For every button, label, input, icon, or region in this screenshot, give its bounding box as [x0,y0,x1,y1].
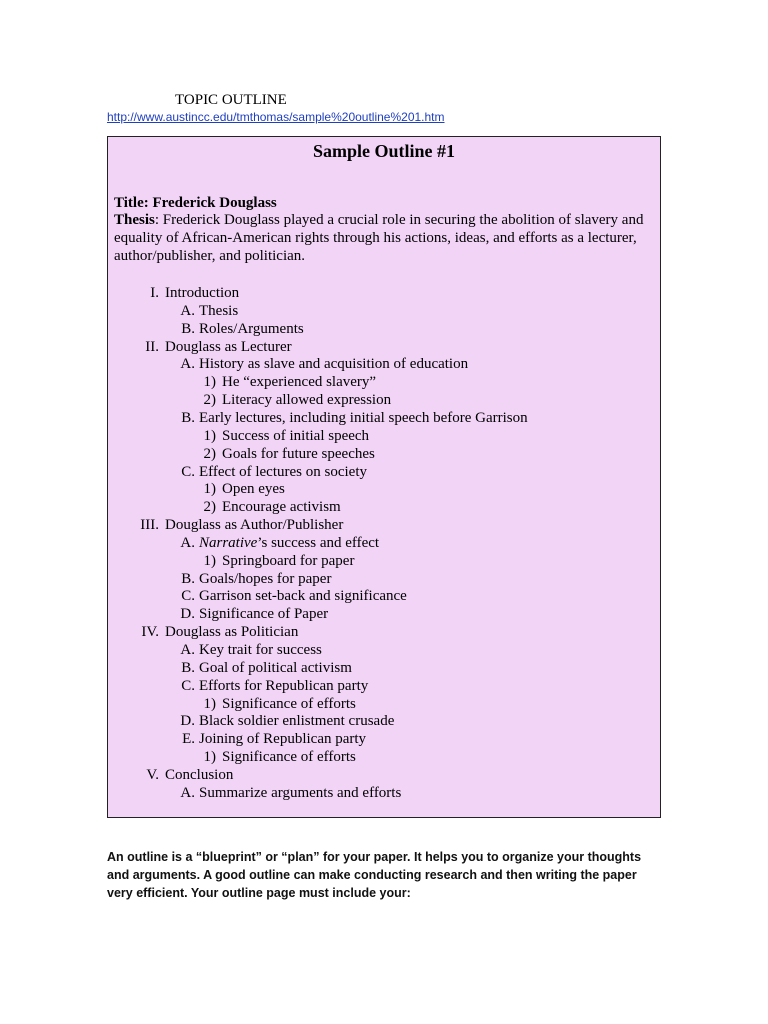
outline-item-number: III. [140,517,159,534]
outline-item-number: D. [180,713,195,730]
outline-item-text: Summarize arguments and efforts [199,784,402,801]
outline-item-text: Goal of political activism [199,659,352,676]
outline-item-level-3 [203,480,285,498]
outline-item-level-2 [181,409,528,427]
outline-item-level-2 [180,712,395,730]
outline-item-level-3 [203,498,341,516]
outline-heading: Sample Outline #1 [312,141,455,161]
topic-outline-heading: TOPIC OUTLINE [175,92,287,108]
outline-item-text: Introduction [165,285,240,301]
outline-item-level-2 [181,677,369,695]
outline-item-text: Encourage activism [222,499,341,516]
outline-item-number: C. [181,463,195,480]
outline-item-text: Black soldier enlistment crusade [199,713,395,730]
outline-item-text: History as slave and acquisition of education [199,356,469,373]
outline-item-number: V. [146,766,159,783]
outline-item-level-1 [140,516,344,534]
outline-item-number: B. [181,409,195,426]
outline-item-text: Douglass as Lecturer [165,338,292,355]
outline-item-level-2 [180,355,469,373]
outline-item-level-3 [203,695,356,713]
outline-item-text: Significance of Paper [199,606,329,623]
outline-item-level-3 [203,445,375,463]
outline-item-level-3 [203,748,356,766]
outline-item-text: Open eyes [222,481,285,498]
outline-item-number: I. [150,285,159,301]
outline-item-number: B. [181,570,195,587]
outline-item-level-1 [150,284,240,302]
outline-item-level-3 [203,391,392,409]
outline-item-level-2 [181,587,407,605]
outline-item-number: B. [181,320,195,337]
outline-item-number: 1) [203,427,216,444]
outline-item-text: He “experienced slavery” [222,374,377,391]
outline-title: Title: Frederick Douglass [114,195,277,211]
outline-item-level-2 [181,463,367,481]
outline-item-number: D. [180,606,195,623]
outline-item-text: Douglass as Politician [165,624,299,641]
outline-item-number: 1) [203,552,216,569]
outline-item-level-3 [203,427,370,445]
outline-item-level-2 [180,302,239,320]
outline-item-number: B. [181,659,195,676]
outline-item-text: Roles/Arguments [199,320,304,337]
outline-item-level-2 [180,641,322,659]
outline-item-number: II. [145,338,159,355]
outline-item-number: 1) [203,374,216,391]
thesis-text: : Frederick Douglass played a crucial role in securing the abolition of slavery and equality of African-American rights through his actions, ideas, and efforts as a lecturer, author/publisher, and politician. [114,212,644,264]
outline-item-text: Literacy allowed expression [222,392,392,409]
outline-item-number: A. [180,642,195,658]
outline-item-number: 1) [203,695,216,712]
outline-item-text: Goals for future speeches [222,445,375,462]
thesis-label: Thesis [114,212,155,228]
outline-item-level-2 [181,659,352,677]
outline-item-text: Douglass as Author/Publisher [165,517,344,534]
outline-item-number: 2) [203,392,216,409]
outline-item-level-3 [203,552,355,570]
body-paragraph: An outline is a “blueprint” or “plan” for your paper. It helps you to organize your thoughts and arguments. A good outline can make conducting research and then writing the paper very efficient. Your outline page must include your: [107,850,642,900]
outline-item-text: Joining of Republican party [199,731,367,748]
outline-item-number: IV. [141,624,159,641]
outline-item-number: 2) [203,499,216,516]
outline-item-number: A. [180,356,195,373]
outline-item-number: A. [180,784,195,801]
outline-item-text: Conclusion [165,766,234,783]
outline-item-text: Significance of efforts [222,749,356,766]
outline-item-text: Garrison set-back and significance [199,588,407,605]
outline-item-level-2 [180,605,329,623]
outline-item-number: A. [180,534,195,551]
outline-item-text: Significance of efforts [222,695,356,712]
outline-item-text: Thesis [199,302,239,319]
outline-item-text: Efforts for Republican party [199,677,369,694]
outline-item-level-1 [145,338,292,356]
outline-item-number: 1) [203,481,216,498]
outline-item-level-2 [181,570,332,588]
outline-item-text: Effect of lectures on society [199,463,367,480]
outline-item-level-1 [141,623,299,641]
outline-item-level-3 [203,373,377,391]
outline-item-italic-text: Narrative [199,534,258,551]
outline-item-number: C. [181,677,195,694]
thesis-paragraph [114,211,654,265]
outline-item-text: Key trait for success [199,642,322,658]
outline-item-text: Success of initial speech [222,427,370,444]
outline-item-number: 1) [203,749,216,766]
source-link[interactable]: http://www.austincc.edu/tmthomas/sample%20outline%201.htm [107,110,445,124]
outline-item-text: Goals/hopes for paper [199,570,332,587]
outline-item-number: C. [181,588,195,605]
sample-outline-box [107,136,661,818]
outline-item-text: Early lectures, including initial speech before Garrison [199,409,528,426]
outline-item-level-1 [146,766,234,784]
outline-item-number: E. [182,731,195,748]
outline-item-number: A. [180,302,195,319]
outline-item-text: Springboard for paper [222,552,355,569]
outline-item-text: ’s success and effect [257,534,380,551]
outline-item-level-2 [180,534,380,552]
outline-item-level-2 [180,784,402,802]
outline-item-level-2 [181,320,304,338]
outline-item-number: 2) [203,445,216,462]
outline-item-level-2 [182,730,367,748]
